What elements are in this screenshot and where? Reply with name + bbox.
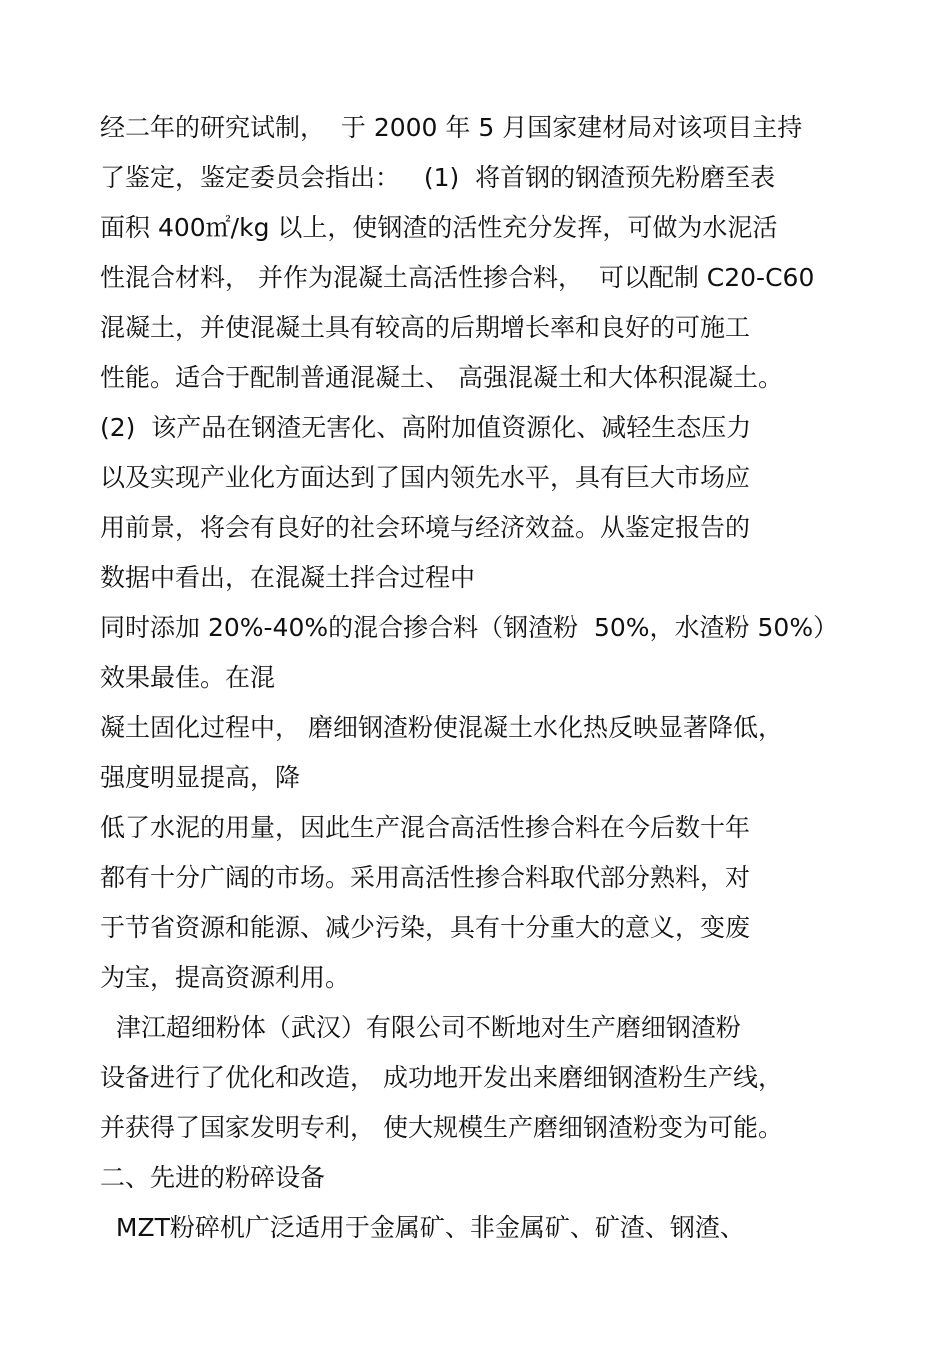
text-line-11-content: 同时添加 20%-40%的混合掺合料（钢渣粉 50%，水渣粉 50%） xyxy=(100,613,839,642)
text-line-5 xyxy=(100,308,950,358)
text-line-1-content: 经二年的研究试制， 于 2000 年 5 月国家建材局对该项目主持 xyxy=(100,113,803,142)
text-line-4 xyxy=(100,258,950,308)
text-line-15 xyxy=(100,808,950,858)
text-line-20 xyxy=(100,1058,950,1108)
text-line-15-content: 低了水泥的用量，因此生产混合高活性掺合料在今后数十年 xyxy=(100,813,751,842)
text-line-9 xyxy=(100,508,950,558)
text-line-9-content: 用前景，将会有良好的社会环境与经济效益。从鉴定报告的 xyxy=(100,513,751,542)
text-line-21-content: 并获得了国家发明专利， 使大规模生产磨细钢渣粉变为可能。 xyxy=(100,1113,783,1142)
text-line-23 xyxy=(100,1208,950,1258)
text-line-10 xyxy=(100,558,950,608)
text-line-17-content: 于节省资源和能源、减少污染，具有十分重大的意义，变废 xyxy=(100,913,751,942)
text-line-3-content: 面积 400㎡/kg 以上，使钢渣的活性充分发挥，可做为水泥活 xyxy=(100,213,778,242)
text-line-21 xyxy=(100,1108,950,1158)
text-line-14-content: 强度明显提高，降 xyxy=(100,763,301,792)
text-line-11 xyxy=(100,608,950,658)
text-line-16-content: 都有十分广阔的市场。采用高活性掺合料取代部分熟料，对 xyxy=(100,863,751,892)
text-line-12-content: 效果最佳。在混 xyxy=(100,663,276,692)
text-line-6-content: 性能。适合于配制普通混凝土、 高强混凝土和大体积混凝土。 xyxy=(100,363,783,392)
text-line-6 xyxy=(100,358,950,408)
text-line-8-content: 以及实现产业化方面达到了国内领先水平，具有巨大市场应 xyxy=(100,463,751,492)
text-line-23-content: MZT粉碎机广泛适用于金属矿、非金属矿、矿渣、钢渣、 xyxy=(100,1213,745,1242)
text-line-19-content: 津江超细粉体（武汉）有限公司不断地对生产磨细钢渣粉 xyxy=(100,1013,741,1042)
text-line-18-content: 为宝，提高资源利用。 xyxy=(100,963,351,992)
text-line-14 xyxy=(100,758,950,808)
text-line-20-content: 设备进行了优化和改造， 成功地开发出来磨细钢渣粉生产线， xyxy=(100,1063,783,1092)
text-line-1 xyxy=(100,108,950,158)
text-line-13-content: 凝土固化过程中， 磨细钢渣粉使混凝土水化热反映显著降低， xyxy=(100,713,783,742)
text-line-17 xyxy=(100,908,950,958)
text-line-3 xyxy=(100,208,950,258)
section-heading xyxy=(100,1158,950,1208)
text-line-2-content: 了鉴定，鉴定委员会指出： (1) 将首钢的钢渣预先粉磨至表 xyxy=(100,163,776,192)
text-line-7-content: (2) 该产品在钢渣无害化、高附加值资源化、减轻生态压力 xyxy=(100,413,752,442)
text-line-12 xyxy=(100,658,950,708)
text-line-2 xyxy=(100,158,950,208)
text-line-8 xyxy=(100,458,950,508)
text-line-5-content: 混凝土，并使混凝土具有较高的后期增长率和良好的可施工 xyxy=(100,313,751,342)
text-line-19 xyxy=(100,1008,950,1058)
text-line-7 xyxy=(100,408,950,458)
section-heading-content: 二、先进的粉碎设备 xyxy=(100,1163,326,1192)
text-line-10-content: 数据中看出，在混凝土拌合过程中 xyxy=(100,563,476,592)
text-line-4-content: 性混合材料， 并作为混凝土高活性掺合料， 可以配制 C20-C60 xyxy=(100,263,815,292)
text-line-18 xyxy=(100,958,950,1008)
text-line-16 xyxy=(100,858,950,908)
text-line-13 xyxy=(100,708,950,758)
